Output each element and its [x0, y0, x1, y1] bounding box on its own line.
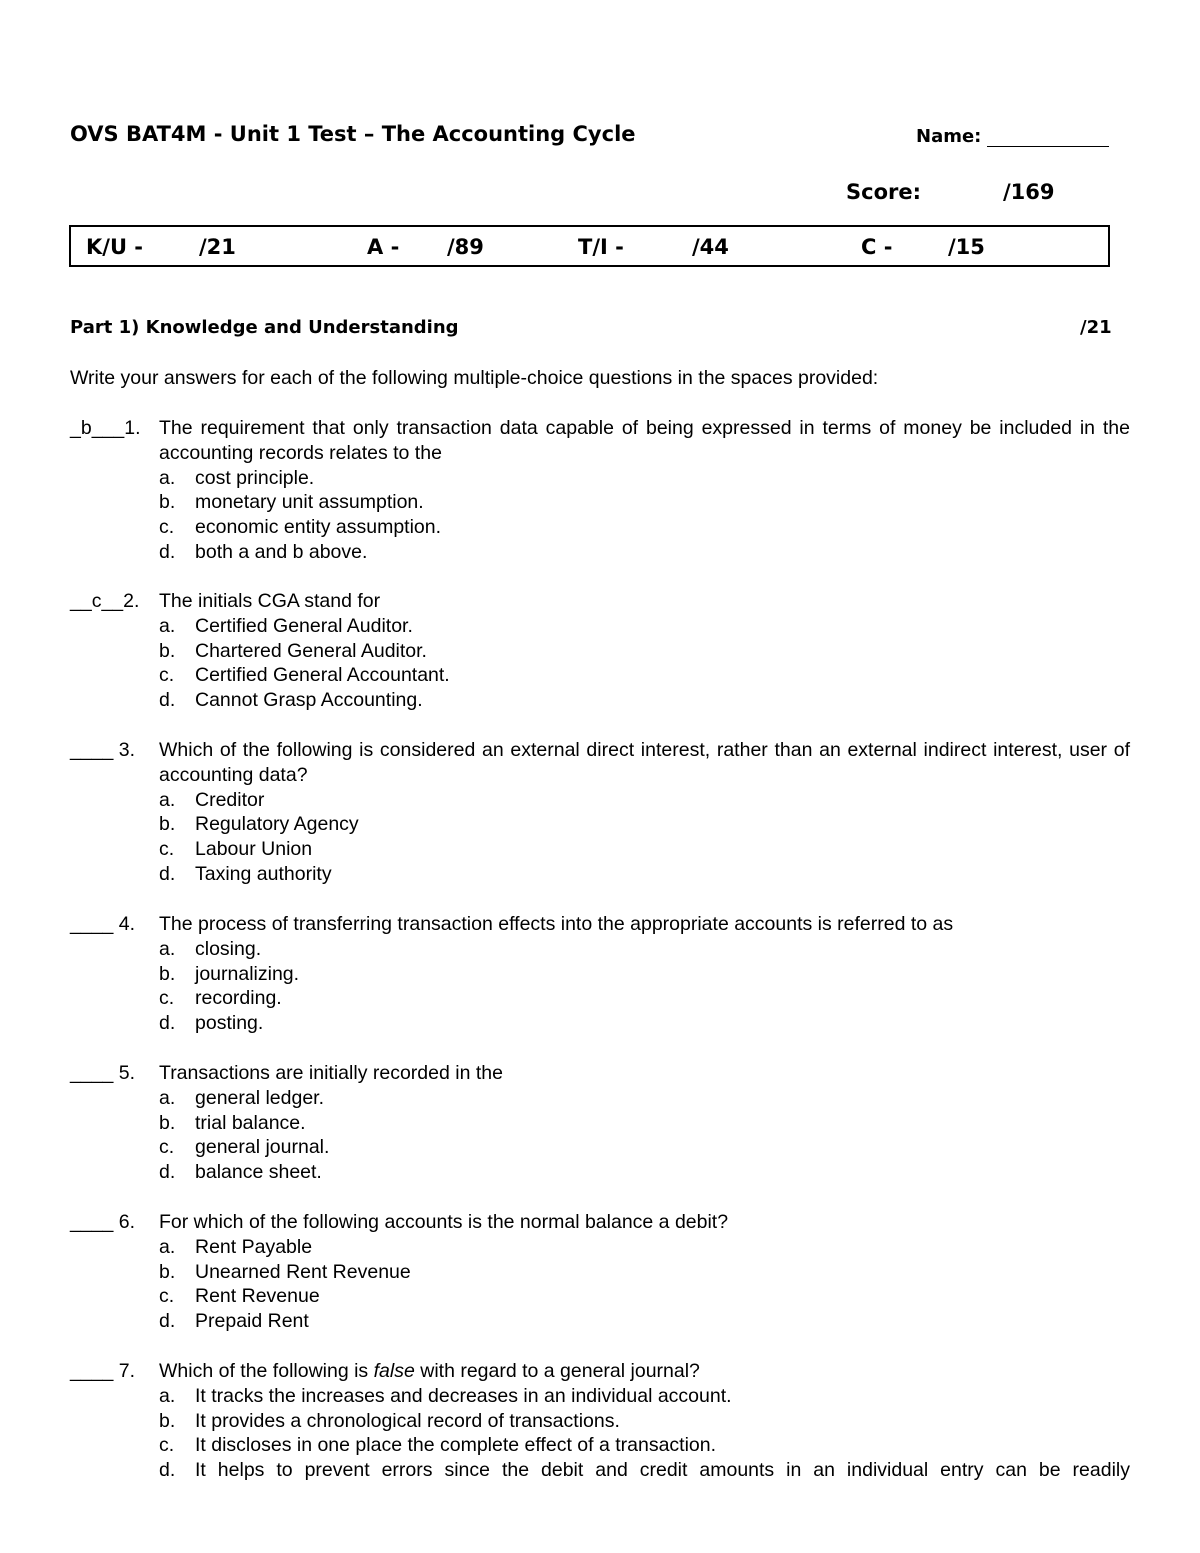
answer-blank[interactable]: ____ 6. — [70, 1211, 136, 1233]
choice — [159, 788, 1130, 813]
choice-letter: b. — [159, 639, 176, 662]
choice-text: balance sheet. — [195, 1161, 322, 1184]
score-total: /169 — [1003, 180, 1055, 204]
choice — [159, 1235, 1130, 1260]
ku-total: /21 — [199, 235, 236, 259]
choice-text: Taxing authority — [195, 862, 332, 885]
choice — [159, 490, 1130, 515]
choice-letter: c. — [159, 516, 175, 539]
ti-label: T/I - — [578, 235, 624, 259]
choice-letter: c. — [159, 664, 175, 687]
choice-letter: d. — [159, 862, 176, 885]
a-total: /89 — [447, 235, 484, 259]
question-text: Transactions are initially recorded in the — [159, 1062, 503, 1084]
choice-letter: c. — [159, 1434, 175, 1457]
choice-letter: d. — [159, 1310, 176, 1333]
choice-text: Labour Union — [195, 838, 313, 861]
a-label: A - — [367, 235, 400, 259]
part-score: /21 — [1080, 317, 1112, 338]
c-label: C - — [861, 235, 893, 259]
choice-letter: a. — [159, 614, 176, 637]
question-1 — [70, 416, 1130, 565]
choice-letter: d. — [159, 689, 176, 712]
choice — [159, 962, 1130, 987]
question-7 — [70, 1359, 1130, 1483]
choice-text: Chartered General Auditor. — [195, 639, 427, 662]
category-score-box — [69, 225, 1110, 267]
choice-letter: a. — [159, 1086, 176, 1109]
name-field — [916, 126, 1109, 147]
choice-text: Regulatory Agency — [195, 813, 359, 836]
choice-letter: a. — [159, 1384, 176, 1407]
page-title: OVS BAT4M - Unit 1 Test – The Accounting Cycle — [70, 122, 636, 146]
choice-text: journalizing. — [195, 962, 300, 985]
choice-text: posting. — [195, 1012, 264, 1035]
choice-text: general ledger. — [195, 1086, 325, 1109]
choice — [159, 1086, 1130, 1111]
choice — [159, 540, 1130, 565]
instructions: Write your answers for each of the following multiple-choice questions in the spaces provided: — [70, 367, 879, 389]
choice-text: It helps to prevent errors since the debit and credit amounts in an individual entry can be readily — [195, 1459, 1130, 1482]
question-text-start: Which of the following is — [159, 1360, 374, 1382]
choice — [159, 1111, 1130, 1136]
question-3 — [70, 738, 1130, 887]
choice-letter: b. — [159, 491, 176, 514]
choice-text: monetary unit assumption. — [195, 491, 424, 514]
question-text — [159, 1359, 1130, 1384]
choice-letter: d. — [159, 1161, 176, 1184]
choice-letter: a. — [159, 1235, 176, 1258]
question-text: The requirement that only transaction data capable of being expressed in terms of money be included in the accounting records relates to the — [159, 417, 1130, 464]
question-text: The process of transferring transaction effects into the appropriate accounts is referred to as — [159, 913, 954, 935]
choice-text: cost principle. — [195, 466, 315, 489]
choice — [159, 1011, 1130, 1036]
answer-blank[interactable]: __c__2. — [70, 590, 140, 612]
ku-label: K/U - — [86, 235, 144, 259]
choice-text: both a and b above. — [195, 540, 368, 563]
choice-text: trial balance. — [195, 1111, 306, 1134]
choice-letter: b. — [159, 1260, 176, 1283]
choice-letter: d. — [159, 1459, 176, 1482]
choice-text: general journal. — [195, 1136, 330, 1159]
choice-text: economic entity assumption. — [195, 516, 442, 539]
ti-total: /44 — [692, 235, 729, 259]
choice-letter: c. — [159, 987, 175, 1010]
score-label: Score: — [846, 180, 921, 204]
choice — [159, 1309, 1130, 1334]
choice — [159, 515, 1130, 540]
choice-letter: c. — [159, 838, 175, 861]
choice — [159, 1160, 1130, 1185]
answer-blank[interactable]: ____ 7. — [70, 1360, 136, 1382]
choice — [159, 986, 1130, 1011]
choice-text: Rent Payable — [195, 1235, 313, 1258]
question-text-emphasis: false — [373, 1360, 415, 1382]
question-2 — [70, 589, 1130, 713]
choice-text: It tracks the increases and decreases in an individual account. — [195, 1384, 732, 1407]
choice-letter: b. — [159, 1409, 176, 1432]
question-text: Which of the following is considered an external direct interest, rather than an external indirect interest, user of accounting data? — [159, 739, 1130, 786]
choice — [159, 937, 1130, 962]
choice — [159, 1458, 1130, 1483]
choice-text: recording. — [195, 987, 282, 1010]
name-label: Name: — [916, 126, 982, 147]
choice-letter: b. — [159, 1111, 176, 1134]
question-4 — [70, 912, 1130, 1036]
choice — [159, 663, 1130, 688]
choice-letter: c. — [159, 1285, 175, 1308]
choice-text: Certified General Auditor. — [195, 614, 413, 637]
name-blank-line[interactable] — [987, 128, 1109, 147]
choice-letter: a. — [159, 937, 176, 960]
choice-text: Unearned Rent Revenue — [195, 1260, 411, 1283]
choice-text: Creditor — [195, 788, 265, 811]
choice — [159, 688, 1130, 713]
choice-letter: a. — [159, 466, 176, 489]
question-5 — [70, 1061, 1130, 1185]
choice-letter: b. — [159, 962, 176, 985]
choice — [159, 614, 1130, 639]
choice — [159, 1409, 1130, 1434]
c-total: /15 — [948, 235, 985, 259]
choice — [159, 466, 1130, 491]
choice-letter: d. — [159, 1012, 176, 1035]
choice-text: closing. — [195, 937, 262, 960]
question-text: For which of the following accounts is the normal balance a debit? — [159, 1211, 729, 1233]
choice-text: It provides a chronological record of transactions. — [195, 1409, 620, 1432]
answer-blank[interactable]: ____ 3. — [70, 739, 136, 761]
choice-letter: c. — [159, 1136, 175, 1159]
choice — [159, 1384, 1130, 1409]
choice-letter: a. — [159, 788, 176, 811]
answer-blank[interactable]: ____ 5. — [70, 1062, 136, 1084]
choice — [159, 639, 1130, 664]
part-title: Part 1) Knowledge and Understanding — [70, 317, 459, 338]
choice — [159, 812, 1130, 837]
choice-text: Certified General Accountant. — [195, 664, 450, 687]
choice — [159, 1284, 1130, 1309]
choice — [159, 1433, 1130, 1458]
question-text: The initials CGA stand for — [159, 590, 381, 612]
question-6 — [70, 1210, 1130, 1334]
answer-blank[interactable]: _b___1. — [70, 417, 141, 439]
choice — [159, 1135, 1130, 1160]
choice — [159, 1260, 1130, 1285]
question-text-end: with regard to a general journal? — [414, 1360, 700, 1382]
choice — [159, 837, 1130, 862]
choice-text: Cannot Grasp Accounting. — [195, 689, 423, 712]
choice-text: Rent Revenue — [195, 1285, 320, 1308]
choice-text: Prepaid Rent — [195, 1310, 309, 1333]
choice-letter: b. — [159, 813, 176, 836]
choice-letter: d. — [159, 540, 176, 563]
choice-text: It discloses in one place the complete effect of a transaction. — [195, 1434, 717, 1457]
choice — [159, 862, 1130, 887]
answer-blank[interactable]: ____ 4. — [70, 913, 136, 935]
